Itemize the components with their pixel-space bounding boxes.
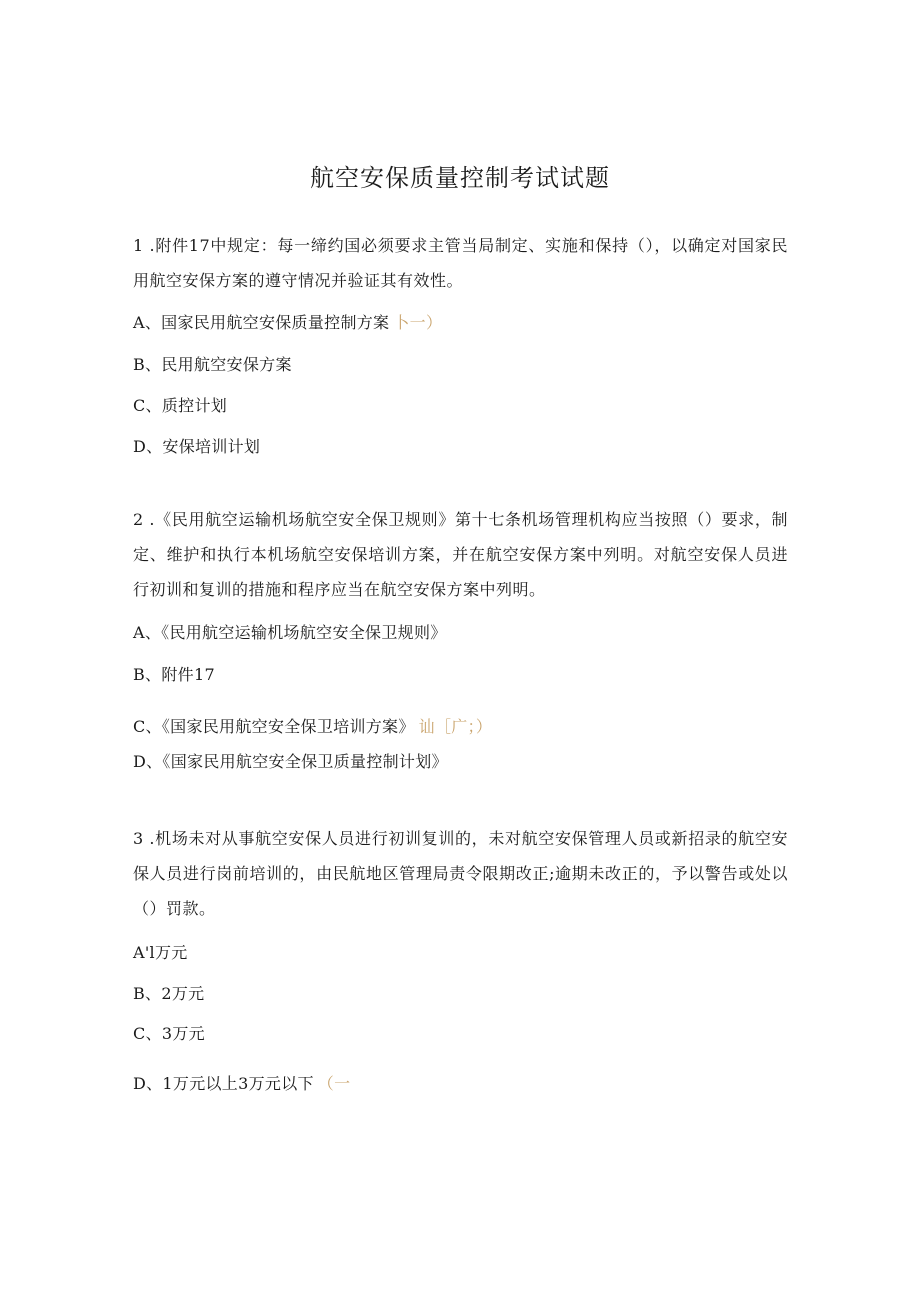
option-text: C、质控计划 — [133, 396, 228, 415]
question-3-option-d — [133, 1072, 788, 1096]
question-2-stem: 2 .《民用航空运输机场航空安全保卫规则》第十七条机场管理机构应当按照（）要求，制定、维护和执行本机场航空安保培训方案，并在航空安保方案中列明。对航空安保人员进行初训和复训的措施和程序应当在航空安保方案中列明。 — [133, 510, 788, 599]
option-text: A、国家民用航空安保质量控制方案 — [133, 313, 390, 332]
option-text: B、2万元 — [133, 984, 205, 1003]
option-text: B、民用航空安保方案 — [133, 355, 292, 374]
question-2-option-a — [133, 621, 788, 645]
question-2-option-b — [133, 663, 788, 687]
question-1-option-a — [133, 311, 788, 335]
question-1-option-d — [133, 435, 788, 459]
handwritten-mark: 卜一） — [393, 313, 443, 332]
question-1-stem: 1 .附件17中规定：每一缔约国必须要求主管当局制定、实施和保持（），以确定对国家民用航空安保方案的遵守情况并验证其有效性。 — [133, 236, 788, 290]
option-text: D、《国家民用航空安全保卫质量控制计划》 — [133, 752, 448, 771]
question-3-stem: 3 .机场未对从事航空安保人员进行初训复训的，未对航空安保管理人员或新招录的航空安保人员进行岗前培训的，由民航地区管理局责令限期改正;逾期未改正的，予以警告或处以（）罚款。 — [133, 829, 788, 918]
option-text: D、1万元以上3万元以下 — [133, 1074, 314, 1093]
question-3-option-b — [133, 982, 788, 1006]
option-text: D、安保培训计划 — [133, 437, 261, 456]
option-text: C、3万元 — [133, 1024, 205, 1043]
option-text: A、《民用航空运输机场航空安全保卫规则》 — [133, 623, 447, 642]
question-2-option-c — [133, 715, 788, 739]
question-2-option-d — [133, 750, 788, 774]
handwritten-mark: 讪［广；） — [418, 717, 493, 736]
option-text: A'l万元 — [133, 943, 188, 962]
document-title: 航空安保质量控制考试试题 — [310, 164, 610, 192]
question-3-option-a — [133, 941, 788, 965]
question-1-option-c — [133, 394, 788, 418]
option-text: C、《国家民用航空安全保卫培训方案》 — [133, 717, 415, 736]
question-3-option-c — [133, 1022, 788, 1046]
handwritten-mark: （一 — [317, 1074, 351, 1093]
option-text: B、附件17 — [133, 665, 215, 684]
question-1-option-b — [133, 353, 788, 377]
